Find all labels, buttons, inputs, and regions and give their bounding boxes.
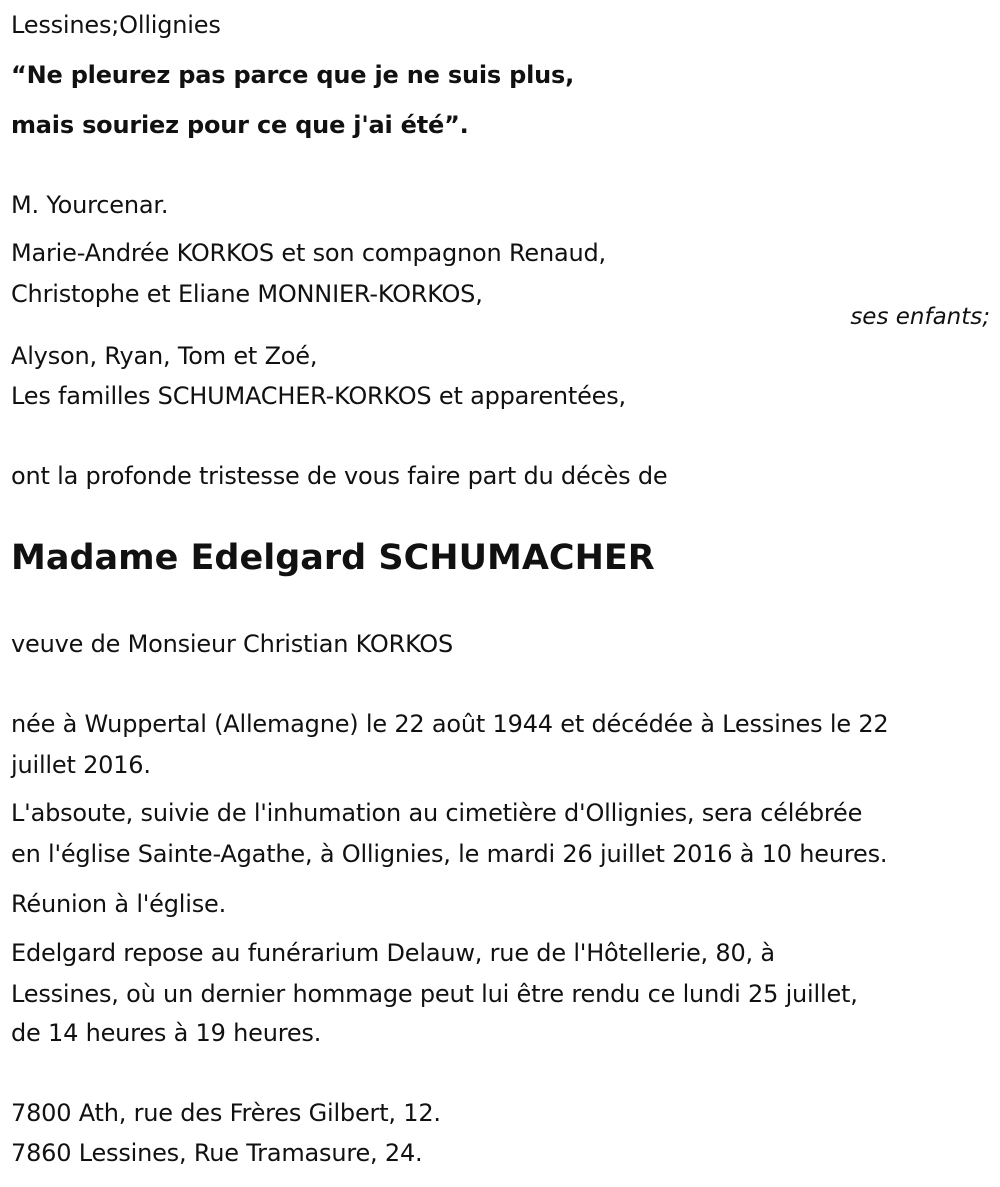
grandchildren-line: Alyson, Ryan, Tom et Zoé, [11, 342, 318, 370]
location-text: Lessines;Ollignies [11, 11, 221, 39]
meeting-text: Réunion à l'église. [11, 890, 227, 918]
birth-death-line-1: née à Wuppertal (Allemagne) le 22 août 1944 et décédée à Lessines le 22 [11, 710, 889, 738]
families-line: Les familles SCHUMACHER-KORKOS et apparentées, [11, 382, 626, 410]
widow-of-text: veuve de Monsieur Christian KORKOS [11, 630, 454, 658]
address-line-1: 7800 Ath, rue des Frères Gilbert, 12. [11, 1099, 441, 1127]
children-line-2: Christophe et Eliane MONNIER-KORKOS, [11, 280, 483, 308]
children-line-1: Marie-Andrée KORKOS et son compagnon Renaud, [11, 239, 606, 267]
birth-death-line-2: juillet 2016. [11, 751, 151, 779]
quote-line-1: “Ne pleurez pas parce que je ne suis plus, [11, 61, 574, 89]
children-label: ses enfants; [850, 304, 990, 330]
ceremony-line-2: en l'église Sainte-Agathe, à Ollignies, le mardi 26 juillet 2016 à 10 heures. [11, 840, 888, 868]
quote-line-2: mais souriez pour ce que j'ai été”. [11, 111, 469, 139]
address-line-2: 7860 Lessines, Rue Tramasure, 24. [11, 1139, 423, 1167]
visitation-line-2: Lessines, où un dernier hommage peut lui être rendu ce lundi 25 juillet, [11, 980, 858, 1008]
announcement-text: ont la profonde tristesse de vous faire part du décès de [11, 462, 668, 490]
visitation-line-3: de 14 heures à 19 heures. [11, 1019, 322, 1047]
ceremony-line-1: L'absoute, suivie de l'inhumation au cimetière d'Ollignies, sera célébrée [11, 799, 863, 827]
deceased-name-heading: Madame Edelgard SCHUMACHER [11, 538, 655, 578]
visitation-line-1: Edelgard repose au funérarium Delauw, rue de l'Hôtellerie, 80, à [11, 939, 775, 967]
quote-author: M. Yourcenar. [11, 191, 169, 219]
